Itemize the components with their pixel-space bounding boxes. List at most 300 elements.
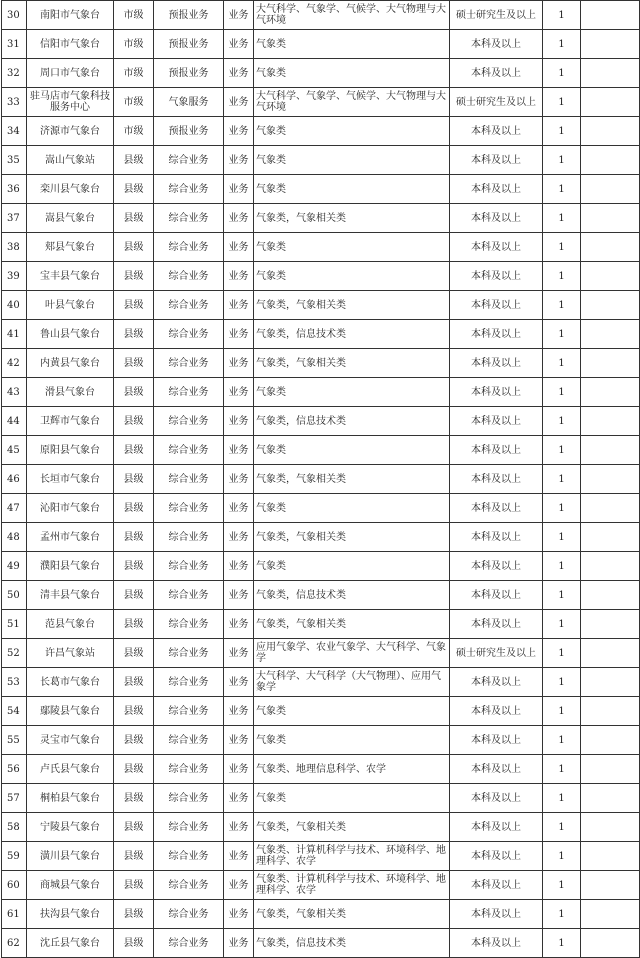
- unit-level-cell: 市级: [114, 30, 154, 59]
- table-row: [2, 436, 640, 465]
- post-name-cell: 综合业务: [154, 204, 224, 233]
- hire-count-cell: 1: [543, 30, 581, 59]
- table-row: [2, 726, 640, 755]
- hire-count-cell: 1: [543, 320, 581, 349]
- unit-level-cell: 县级: [114, 900, 154, 929]
- unit-name-cell: 商城县气象台: [27, 871, 114, 900]
- table-row: [2, 117, 640, 146]
- education-requirement-cell: 本科及以上: [450, 929, 543, 958]
- row-number-cell: 49: [2, 552, 27, 581]
- table-row: [2, 581, 640, 610]
- unit-name-cell: 桐柏县气象台: [27, 784, 114, 813]
- education-requirement-cell: 本科及以上: [450, 59, 543, 88]
- post-name-cell: 综合业务: [154, 262, 224, 291]
- remark-cell: [581, 726, 640, 755]
- post-name-cell: 综合业务: [154, 842, 224, 871]
- post-name-cell: 综合业务: [154, 900, 224, 929]
- row-number-cell: 33: [2, 88, 27, 117]
- row-number-cell: 44: [2, 407, 27, 436]
- post-name-cell: 综合业务: [154, 320, 224, 349]
- row-number-cell: 62: [2, 929, 27, 958]
- remark-cell: [581, 262, 640, 291]
- remark-cell: [581, 30, 640, 59]
- unit-level-cell: 县级: [114, 784, 154, 813]
- row-number-cell: 58: [2, 813, 27, 842]
- hire-count-cell: 1: [543, 436, 581, 465]
- major-requirement-cell: 气象类，信息技术类: [254, 929, 450, 958]
- education-requirement-cell: 本科及以上: [450, 233, 543, 262]
- hire-count-cell: 1: [543, 59, 581, 88]
- hire-count-cell: 1: [543, 233, 581, 262]
- remark-cell: [581, 668, 640, 697]
- unit-level-cell: 县级: [114, 755, 154, 784]
- unit-name-cell: 卫辉市气象台: [27, 407, 114, 436]
- post-type-cell: 业务: [224, 494, 254, 523]
- hire-count-cell: 1: [543, 146, 581, 175]
- hire-count-cell: 1: [543, 88, 581, 117]
- major-requirement-cell: 气象类: [254, 30, 450, 59]
- post-type-cell: 业务: [224, 465, 254, 494]
- post-type-cell: 业务: [224, 175, 254, 204]
- remark-cell: [581, 494, 640, 523]
- post-type-cell: 业务: [224, 291, 254, 320]
- major-requirement-cell: 气象类，信息技术类: [254, 320, 450, 349]
- post-name-cell: 综合业务: [154, 581, 224, 610]
- education-requirement-cell: 本科及以上: [450, 581, 543, 610]
- major-requirement-cell: 气象类，气象相关类: [254, 610, 450, 639]
- hire-count-cell: 1: [543, 610, 581, 639]
- major-requirement-cell: 气象类、计算机科学与技术、环境科学、地理科学、农学: [254, 842, 450, 871]
- post-name-cell: 综合业务: [154, 871, 224, 900]
- remark-cell: [581, 871, 640, 900]
- row-number-cell: 38: [2, 233, 27, 262]
- row-number-cell: 30: [2, 1, 27, 30]
- table-row: [2, 349, 640, 378]
- post-type-cell: 业务: [224, 204, 254, 233]
- row-number-cell: 47: [2, 494, 27, 523]
- unit-name-cell: 孟州市气象台: [27, 523, 114, 552]
- unit-name-cell: 扶沟县气象台: [27, 900, 114, 929]
- major-requirement-cell: 气象类: [254, 494, 450, 523]
- major-requirement-cell: 气象类: [254, 175, 450, 204]
- unit-level-cell: 县级: [114, 552, 154, 581]
- post-name-cell: 综合业务: [154, 146, 224, 175]
- education-requirement-cell: 硕士研究生及以上: [450, 88, 543, 117]
- row-number-cell: 45: [2, 436, 27, 465]
- row-number-cell: 46: [2, 465, 27, 494]
- post-name-cell: 综合业务: [154, 175, 224, 204]
- unit-name-cell: 卢氏县气象台: [27, 755, 114, 784]
- unit-level-cell: 县级: [114, 523, 154, 552]
- post-type-cell: 业务: [224, 117, 254, 146]
- hire-count-cell: 1: [543, 929, 581, 958]
- remark-cell: [581, 407, 640, 436]
- remark-cell: [581, 465, 640, 494]
- row-number-cell: 60: [2, 871, 27, 900]
- education-requirement-cell: 本科及以上: [450, 30, 543, 59]
- post-name-cell: 预报业务: [154, 30, 224, 59]
- unit-name-cell: 信阳市气象台: [27, 30, 114, 59]
- remark-cell: [581, 117, 640, 146]
- education-requirement-cell: 本科及以上: [450, 262, 543, 291]
- hire-count-cell: 1: [543, 204, 581, 233]
- unit-name-cell: 长垣市气象台: [27, 465, 114, 494]
- remark-cell: [581, 59, 640, 88]
- unit-name-cell: 周口市气象台: [27, 59, 114, 88]
- education-requirement-cell: 本科及以上: [450, 668, 543, 697]
- unit-level-cell: 县级: [114, 262, 154, 291]
- major-requirement-cell: 气象类，气象相关类: [254, 523, 450, 552]
- remark-cell: [581, 436, 640, 465]
- unit-name-cell: 内黄县气象台: [27, 349, 114, 378]
- unit-level-cell: 县级: [114, 842, 154, 871]
- hire-count-cell: 1: [543, 900, 581, 929]
- table-row: [2, 842, 640, 871]
- row-number-cell: 59: [2, 842, 27, 871]
- post-type-cell: 业务: [224, 233, 254, 262]
- major-requirement-cell: 气象类: [254, 146, 450, 175]
- remark-cell: [581, 784, 640, 813]
- row-number-cell: 50: [2, 581, 27, 610]
- unit-level-cell: 县级: [114, 175, 154, 204]
- unit-name-cell: 潢川县气象台: [27, 842, 114, 871]
- remark-cell: [581, 697, 640, 726]
- post-name-cell: 综合业务: [154, 610, 224, 639]
- table-row: [2, 871, 640, 900]
- major-requirement-cell: 气象类: [254, 117, 450, 146]
- remark-cell: [581, 610, 640, 639]
- hire-count-cell: 1: [543, 1, 581, 30]
- unit-name-cell: 郏县气象台: [27, 233, 114, 262]
- education-requirement-cell: 本科及以上: [450, 900, 543, 929]
- unit-level-cell: 县级: [114, 291, 154, 320]
- remark-cell: [581, 552, 640, 581]
- post-type-cell: 业务: [224, 523, 254, 552]
- unit-level-cell: 县级: [114, 407, 154, 436]
- hire-count-cell: 1: [543, 842, 581, 871]
- hire-count-cell: 1: [543, 262, 581, 291]
- major-requirement-cell: 大气科学、气象学、气候学、大气物理与大气环境: [254, 88, 450, 117]
- row-number-cell: 56: [2, 755, 27, 784]
- hire-count-cell: 1: [543, 813, 581, 842]
- row-number-cell: 53: [2, 668, 27, 697]
- table-row: [2, 639, 640, 668]
- post-type-cell: 业务: [224, 30, 254, 59]
- unit-name-cell: 嵩山气象站: [27, 146, 114, 175]
- post-type-cell: 业务: [224, 697, 254, 726]
- table-row: [2, 697, 640, 726]
- table-row: [2, 755, 640, 784]
- post-type-cell: 业务: [224, 610, 254, 639]
- post-name-cell: 气象服务: [154, 88, 224, 117]
- hire-count-cell: 1: [543, 378, 581, 407]
- row-number-cell: 51: [2, 610, 27, 639]
- table-row: [2, 784, 640, 813]
- unit-name-cell: 鄢陵县气象台: [27, 697, 114, 726]
- unit-name-cell: 许昌气象站: [27, 639, 114, 668]
- major-requirement-cell: 气象类: [254, 59, 450, 88]
- hire-count-cell: 1: [543, 523, 581, 552]
- table-row: [2, 175, 640, 204]
- unit-level-cell: 县级: [114, 436, 154, 465]
- row-number-cell: 34: [2, 117, 27, 146]
- education-requirement-cell: 本科及以上: [450, 320, 543, 349]
- major-requirement-cell: 气象类，气象相关类: [254, 291, 450, 320]
- unit-level-cell: 县级: [114, 349, 154, 378]
- education-requirement-cell: 本科及以上: [450, 697, 543, 726]
- recruitment-table: [1, 0, 640, 958]
- remark-cell: [581, 813, 640, 842]
- post-type-cell: 业务: [224, 726, 254, 755]
- major-requirement-cell: 气象类，信息技术类: [254, 407, 450, 436]
- table-row: [2, 1, 640, 30]
- row-number-cell: 42: [2, 349, 27, 378]
- education-requirement-cell: 本科及以上: [450, 407, 543, 436]
- unit-level-cell: 县级: [114, 465, 154, 494]
- row-number-cell: 54: [2, 697, 27, 726]
- major-requirement-cell: 气象类: [254, 233, 450, 262]
- row-number-cell: 36: [2, 175, 27, 204]
- hire-count-cell: 1: [543, 639, 581, 668]
- unit-level-cell: 市级: [114, 117, 154, 146]
- row-number-cell: 40: [2, 291, 27, 320]
- remark-cell: [581, 291, 640, 320]
- unit-level-cell: 县级: [114, 639, 154, 668]
- post-name-cell: 综合业务: [154, 668, 224, 697]
- post-name-cell: 综合业务: [154, 233, 224, 262]
- table-row: [2, 146, 640, 175]
- unit-level-cell: 县级: [114, 378, 154, 407]
- unit-name-cell: 清丰县气象台: [27, 581, 114, 610]
- unit-name-cell: 原阳县气象台: [27, 436, 114, 465]
- education-requirement-cell: 本科及以上: [450, 726, 543, 755]
- major-requirement-cell: 气象类、地理信息科学、农学: [254, 755, 450, 784]
- post-name-cell: 综合业务: [154, 929, 224, 958]
- post-type-cell: 业务: [224, 1, 254, 30]
- hire-count-cell: 1: [543, 117, 581, 146]
- row-number-cell: 61: [2, 900, 27, 929]
- unit-level-cell: 县级: [114, 813, 154, 842]
- row-number-cell: 52: [2, 639, 27, 668]
- unit-name-cell: 濮阳县气象台: [27, 552, 114, 581]
- post-type-cell: 业务: [224, 407, 254, 436]
- education-requirement-cell: 本科及以上: [450, 378, 543, 407]
- post-name-cell: 预报业务: [154, 1, 224, 30]
- post-type-cell: 业务: [224, 262, 254, 291]
- table-row: [2, 900, 640, 929]
- row-number-cell: 57: [2, 784, 27, 813]
- major-requirement-cell: 气象类: [254, 262, 450, 291]
- major-requirement-cell: 气象类，气象相关类: [254, 813, 450, 842]
- post-name-cell: 综合业务: [154, 523, 224, 552]
- education-requirement-cell: 本科及以上: [450, 494, 543, 523]
- hire-count-cell: 1: [543, 697, 581, 726]
- post-name-cell: 综合业务: [154, 639, 224, 668]
- post-type-cell: 业务: [224, 320, 254, 349]
- unit-level-cell: 县级: [114, 581, 154, 610]
- post-name-cell: 综合业务: [154, 465, 224, 494]
- row-number-cell: 48: [2, 523, 27, 552]
- post-name-cell: 综合业务: [154, 726, 224, 755]
- hire-count-cell: 1: [543, 407, 581, 436]
- table-row: [2, 494, 640, 523]
- unit-name-cell: 沁阳市气象台: [27, 494, 114, 523]
- post-type-cell: 业务: [224, 929, 254, 958]
- major-requirement-cell: 气象类: [254, 784, 450, 813]
- unit-name-cell: 南阳市气象台: [27, 1, 114, 30]
- unit-level-cell: 市级: [114, 59, 154, 88]
- education-requirement-cell: 本科及以上: [450, 349, 543, 378]
- remark-cell: [581, 639, 640, 668]
- major-requirement-cell: 气象类、计算机科学与技术、环境科学、地理科学、农学: [254, 871, 450, 900]
- major-requirement-cell: 气象类，气象相关类: [254, 465, 450, 494]
- row-number-cell: 39: [2, 262, 27, 291]
- unit-level-cell: 县级: [114, 668, 154, 697]
- hire-count-cell: 1: [543, 784, 581, 813]
- unit-level-cell: 县级: [114, 494, 154, 523]
- table-row: [2, 465, 640, 494]
- table-row: [2, 320, 640, 349]
- table-row: [2, 407, 640, 436]
- table-body: [2, 1, 640, 958]
- post-name-cell: 综合业务: [154, 291, 224, 320]
- education-requirement-cell: 硕士研究生及以上: [450, 639, 543, 668]
- table-row: [2, 88, 640, 117]
- post-type-cell: 业务: [224, 668, 254, 697]
- post-type-cell: 业务: [224, 784, 254, 813]
- table-row: [2, 552, 640, 581]
- remark-cell: [581, 755, 640, 784]
- remark-cell: [581, 929, 640, 958]
- major-requirement-cell: 气象类，气象相关类: [254, 204, 450, 233]
- education-requirement-cell: 本科及以上: [450, 523, 543, 552]
- post-type-cell: 业务: [224, 900, 254, 929]
- remark-cell: [581, 523, 640, 552]
- post-type-cell: 业务: [224, 88, 254, 117]
- hire-count-cell: 1: [543, 668, 581, 697]
- education-requirement-cell: 本科及以上: [450, 436, 543, 465]
- education-requirement-cell: 本科及以上: [450, 146, 543, 175]
- post-name-cell: 综合业务: [154, 813, 224, 842]
- education-requirement-cell: 本科及以上: [450, 465, 543, 494]
- education-requirement-cell: 本科及以上: [450, 117, 543, 146]
- hire-count-cell: 1: [543, 175, 581, 204]
- row-number-cell: 32: [2, 59, 27, 88]
- post-type-cell: 业务: [224, 349, 254, 378]
- post-type-cell: 业务: [224, 842, 254, 871]
- unit-level-cell: 县级: [114, 929, 154, 958]
- education-requirement-cell: 本科及以上: [450, 291, 543, 320]
- post-type-cell: 业务: [224, 755, 254, 784]
- post-name-cell: 综合业务: [154, 494, 224, 523]
- education-requirement-cell: 本科及以上: [450, 610, 543, 639]
- remark-cell: [581, 900, 640, 929]
- table-row: [2, 813, 640, 842]
- post-name-cell: 综合业务: [154, 349, 224, 378]
- row-number-cell: 43: [2, 378, 27, 407]
- remark-cell: [581, 320, 640, 349]
- post-name-cell: 综合业务: [154, 755, 224, 784]
- unit-level-cell: 县级: [114, 320, 154, 349]
- table-row: [2, 262, 640, 291]
- table-row: [2, 378, 640, 407]
- unit-name-cell: 范县气象台: [27, 610, 114, 639]
- remark-cell: [581, 88, 640, 117]
- post-type-cell: 业务: [224, 813, 254, 842]
- remark-cell: [581, 1, 640, 30]
- table-row: [2, 233, 640, 262]
- unit-level-cell: 县级: [114, 204, 154, 233]
- post-name-cell: 综合业务: [154, 697, 224, 726]
- remark-cell: [581, 233, 640, 262]
- unit-name-cell: 长葛市气象台: [27, 668, 114, 697]
- hire-count-cell: 1: [543, 552, 581, 581]
- education-requirement-cell: 本科及以上: [450, 552, 543, 581]
- table-row: [2, 610, 640, 639]
- unit-name-cell: 栾川县气象台: [27, 175, 114, 204]
- row-number-cell: 31: [2, 30, 27, 59]
- major-requirement-cell: 大气科学、大气科学（大气物理）、应用气象学: [254, 668, 450, 697]
- education-requirement-cell: 本科及以上: [450, 784, 543, 813]
- post-name-cell: 综合业务: [154, 407, 224, 436]
- row-number-cell: 55: [2, 726, 27, 755]
- row-number-cell: 41: [2, 320, 27, 349]
- unit-name-cell: 沈丘县气象台: [27, 929, 114, 958]
- remark-cell: [581, 175, 640, 204]
- post-name-cell: 综合业务: [154, 378, 224, 407]
- unit-name-cell: 嵩县气象台: [27, 204, 114, 233]
- table-row: [2, 523, 640, 552]
- hire-count-cell: 1: [543, 494, 581, 523]
- education-requirement-cell: 本科及以上: [450, 813, 543, 842]
- major-requirement-cell: 气象类，气象相关类: [254, 349, 450, 378]
- row-number-cell: 35: [2, 146, 27, 175]
- post-type-cell: 业务: [224, 581, 254, 610]
- row-number-cell: 37: [2, 204, 27, 233]
- post-type-cell: 业务: [224, 871, 254, 900]
- unit-name-cell: 宁陵县气象台: [27, 813, 114, 842]
- post-type-cell: 业务: [224, 146, 254, 175]
- education-requirement-cell: 硕士研究生及以上: [450, 1, 543, 30]
- major-requirement-cell: 气象类: [254, 378, 450, 407]
- major-requirement-cell: 气象类: [254, 436, 450, 465]
- education-requirement-cell: 本科及以上: [450, 871, 543, 900]
- hire-count-cell: 1: [543, 755, 581, 784]
- unit-level-cell: 市级: [114, 88, 154, 117]
- major-requirement-cell: 大气科学、气象学、气候学、大气物理与大气环境: [254, 1, 450, 30]
- table-row: [2, 204, 640, 233]
- table-row: [2, 30, 640, 59]
- unit-level-cell: 县级: [114, 233, 154, 262]
- unit-level-cell: 县级: [114, 871, 154, 900]
- unit-name-cell: 叶县气象台: [27, 291, 114, 320]
- major-requirement-cell: 气象类: [254, 726, 450, 755]
- unit-name-cell: 鲁山县气象台: [27, 320, 114, 349]
- post-name-cell: 综合业务: [154, 552, 224, 581]
- unit-name-cell: 济源市气象台: [27, 117, 114, 146]
- post-type-cell: 业务: [224, 552, 254, 581]
- major-requirement-cell: 气象类，信息技术类: [254, 581, 450, 610]
- remark-cell: [581, 349, 640, 378]
- post-name-cell: 综合业务: [154, 784, 224, 813]
- remark-cell: [581, 581, 640, 610]
- post-type-cell: 业务: [224, 59, 254, 88]
- major-requirement-cell: 气象类: [254, 697, 450, 726]
- unit-name-cell: 驻马店市气象科技服务中心: [27, 88, 114, 117]
- major-requirement-cell: 应用气象学、农业气象学、大气科学、气象学: [254, 639, 450, 668]
- education-requirement-cell: 本科及以上: [450, 842, 543, 871]
- table-row: [2, 668, 640, 697]
